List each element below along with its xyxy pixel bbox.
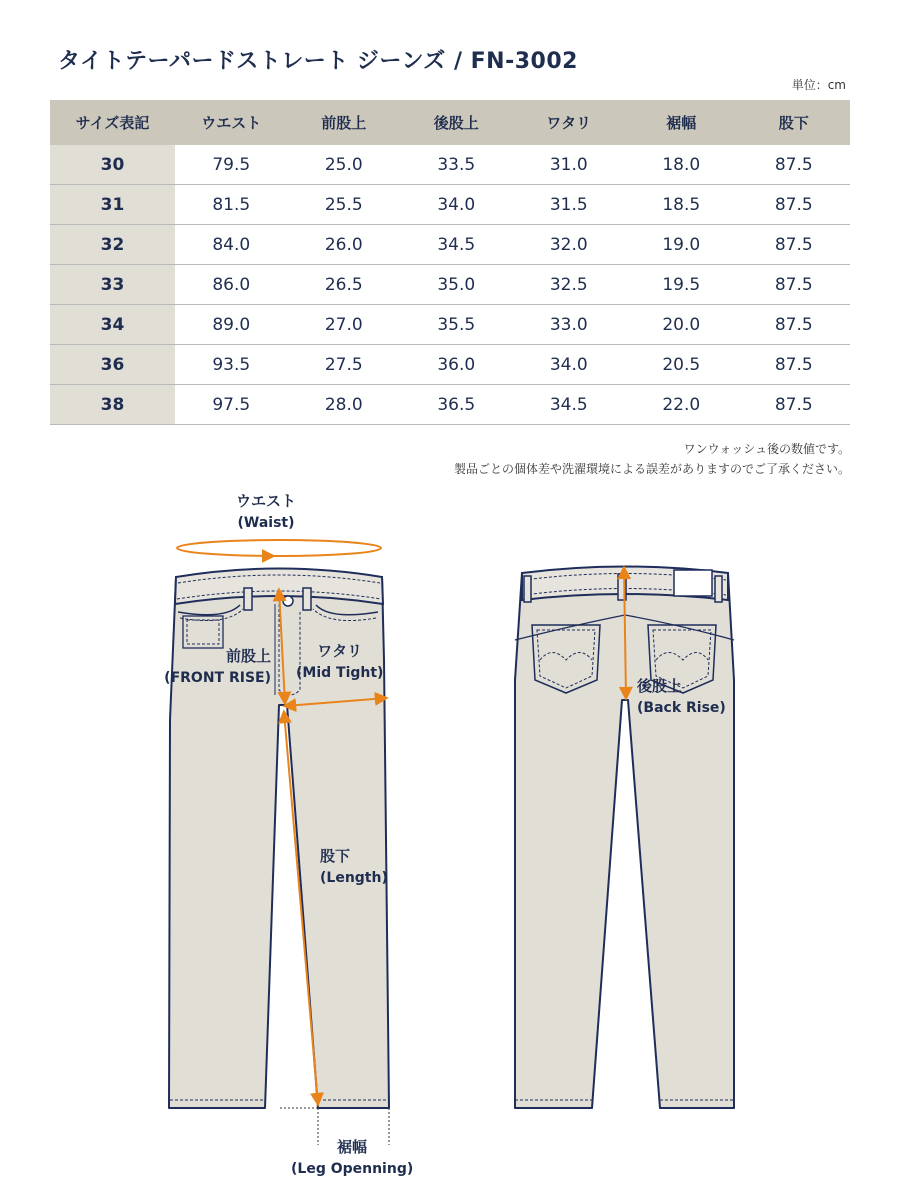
page-title: タイトテーパードストレート ジーンズ / FN-3002 [58,49,578,74]
table-cell: 87.5 [738,145,851,185]
table-cell: 22.0 [625,385,738,425]
note-wash: ワンウォッシュ後の数値です。 [683,442,850,456]
table-cell: 31.0 [513,145,626,185]
table-cell: 34.0 [513,345,626,385]
table-cell: 87.5 [738,305,851,345]
size-cell: 31 [50,185,175,225]
table-cell: 26.5 [288,265,401,305]
table-cell: 27.0 [288,305,401,345]
table-cell: 86.0 [175,265,288,305]
back-rise-label: 後股上 (Back Rise) [637,677,726,717]
table-cell: 34.0 [400,185,513,225]
table-cell: 87.5 [738,185,851,225]
size-cell: 33 [50,265,175,305]
size-cell: 34 [50,305,175,345]
table-cell: 36.0 [400,345,513,385]
table-cell: 79.5 [175,145,288,185]
back-label-patch [674,570,712,596]
table-cell: 20.0 [625,305,738,345]
table-cell: 19.5 [625,265,738,305]
unit-label: 単位：cm [791,78,846,92]
table-cell: 25.5 [288,185,401,225]
table-cell: 87.5 [738,385,851,425]
table-cell: 97.5 [175,385,288,425]
column-header-back-rise: 後股上 [400,100,513,145]
table-cell: 27.5 [288,345,401,385]
size-cell: 32 [50,225,175,265]
table-cell: 32.0 [513,225,626,265]
table-cell: 28.0 [288,385,401,425]
column-header-size: サイズ表記 [50,100,175,145]
table-cell: 32.5 [513,265,626,305]
table-cell: 36.5 [400,385,513,425]
table-cell: 34.5 [400,225,513,265]
leg-opening-label: 裾幅 (Leg Openning) [291,1138,414,1178]
column-header-inseam: 股下 [738,100,851,145]
table-cell: 35.5 [400,305,513,345]
table-cell: 19.0 [625,225,738,265]
table-cell: 93.5 [175,345,288,385]
size-cell: 30 [50,145,175,185]
column-header-leg-opening: 裾幅 [625,100,738,145]
waist-measure-line [177,540,381,556]
table-cell: 35.0 [400,265,513,305]
table-cell: 33.0 [513,305,626,345]
column-header-front-rise: 前股上 [288,100,401,145]
column-header-waist: ウエスト [175,100,288,145]
table-cell: 20.5 [625,345,738,385]
table-cell: 87.5 [738,225,851,265]
note-variance: 製品ごとの個体差や洗濯環境による誤差がありますのでご了承ください。 [453,462,850,476]
waist-label: ウエスト (Waist) [236,492,297,532]
table-cell: 87.5 [738,265,851,305]
table-cell: 25.0 [288,145,401,185]
column-header-thigh: ワタリ [513,100,626,145]
table-cell: 34.5 [513,385,626,425]
table-cell: 87.5 [738,345,851,385]
inseam-label: 股下 (Length) [320,847,388,887]
button-icon [283,596,293,606]
table-cell: 89.0 [175,305,288,345]
table-cell: 33.5 [400,145,513,185]
size-cell: 38 [50,385,175,425]
size-cell: 36 [50,345,175,385]
table-cell: 31.5 [513,185,626,225]
table-cell: 84.0 [175,225,288,265]
thigh-label: ワタリ (Mid Tight) [296,642,384,682]
table-cell: 26.0 [288,225,401,265]
table-cell: 18.5 [625,185,738,225]
table-cell: 81.5 [175,185,288,225]
table-cell: 18.0 [625,145,738,185]
front-rise-label: 前股上 (FRONT RISE) [164,647,271,687]
